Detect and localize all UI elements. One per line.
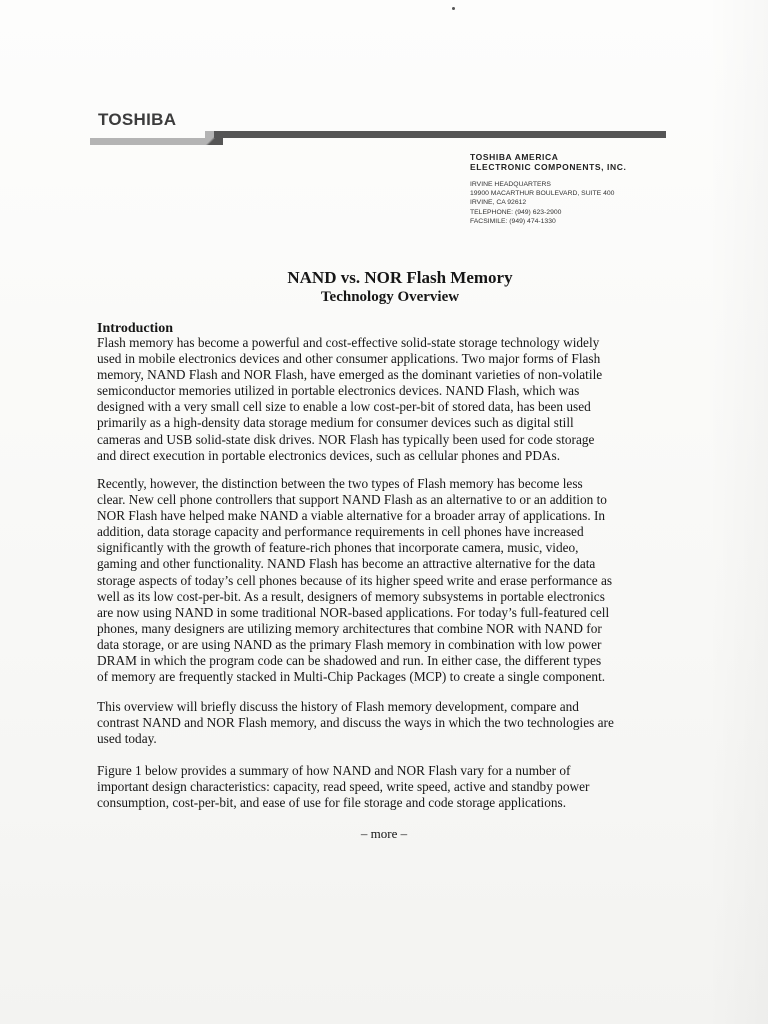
text-line: Flash memory has become a powerful and cost-effective solid-state storage technology widely xyxy=(97,335,600,350)
text-line: and direct execution in portable electronics devices, such as cellular phones and PDAs. xyxy=(97,447,561,463)
page-shadow xyxy=(708,0,768,1024)
header-rule-light xyxy=(90,138,220,145)
company-address xyxy=(470,180,614,226)
continued-marker: – more – xyxy=(360,826,408,841)
address-line: IRVINE, CA 92612 xyxy=(470,199,527,207)
company-name-line-2: ELECTRONIC COMPONENTS, INC. xyxy=(470,162,627,172)
address-line: IRVINE HEADQUARTERS xyxy=(470,181,551,188)
text-line: addition, data storage capacity and performance requirements in cell phones have increased xyxy=(97,524,584,540)
text-line: used today. xyxy=(97,731,157,747)
text-line: storage aspects of today’s cell phones because of its higher speed write and erase performance as xyxy=(97,572,613,588)
text-line: NOR Flash have helped make NAND a viable alternative for a broader array of applications. In xyxy=(97,508,606,524)
address-line: TELEPHONE: (949) 623-2900 xyxy=(470,208,562,216)
section-heading: Introduction xyxy=(97,321,173,336)
document-title: NAND vs. NOR Flash Memory xyxy=(287,268,513,287)
text-line: Recently, however, the distinction between the two types of Flash memory has become less xyxy=(97,476,583,491)
text-line: DRAM in which the program code can be shadowed and run. In either case, the different types xyxy=(97,653,602,669)
address-line: FACSIMILE: (949) 474-1330 xyxy=(470,217,556,225)
address-line: 19900 MACARTHUR BOULEVARD, SUITE 400 xyxy=(470,190,615,198)
text-line: This overview will briefly discuss the history of Flash memory development, compare and xyxy=(97,699,579,714)
scan-speck xyxy=(452,7,455,10)
paragraph-2 xyxy=(97,476,657,685)
text-line: contrast NAND and NOR Flash memory, and discuss the ways in which the two technologies are xyxy=(97,715,614,731)
company-name-line-1: TOSHIBA AMERICA xyxy=(470,152,559,162)
text-line: data storage, or are using NAND as the primary Flash memory in combination with low power xyxy=(97,636,602,652)
company-name xyxy=(470,152,626,172)
text-line: gaming and other functionality. NAND Flash has become an attractive alternative for the data xyxy=(97,556,596,572)
text-line: are now using NAND in some traditional NOR-based applications. For today’s full-featured cell xyxy=(97,604,610,620)
paragraph-3 xyxy=(97,699,657,747)
text-line: well as its low cost-per-bit. As a result, designers of memory subsystems in portable electronics xyxy=(97,588,605,604)
text-line: clear. New cell phone controllers that support NAND Flash as an alternative to or an addition to xyxy=(97,492,607,508)
paragraph-1 xyxy=(97,335,657,464)
text-line: used in mobile electronics devices and other consumer applications. Two major forms of Flash xyxy=(97,351,601,367)
text-line: semiconductor memories utilized in portable electronics devices. NAND Flash, which was xyxy=(97,383,580,399)
paragraph-4 xyxy=(97,763,657,811)
document-subtitle: Technology Overview xyxy=(320,289,460,305)
text-line: of memory are frequently stacked in Multi-Chip Packages (MCP) to create a single component. xyxy=(97,669,606,685)
text-line: significantly with the growth of feature-rich phones that incorporate camera, music, video, xyxy=(97,540,579,556)
company-logo: TOSHIBA xyxy=(98,110,177,129)
text-line: memory, NAND Flash and NOR Flash, have emerged as the dominant varieties of non-volatile xyxy=(97,367,603,383)
text-line: primarily as a high-density data storage medium for consumer devices such as digital still xyxy=(97,415,574,431)
text-line: important design characteristics: capacity, read speed, write speed, active and standby power xyxy=(97,779,590,795)
text-line: Figure 1 below provides a summary of how NAND and NOR Flash vary for a number of xyxy=(97,763,571,778)
text-line: cameras and USB solid-state disk drives. NOR Flash has typically been used for code storage xyxy=(97,431,595,447)
header-rule-dark xyxy=(214,131,666,138)
text-line: designed with a very small cell size to enable a low cost-per-bit of stored data, has been used xyxy=(97,399,591,415)
text-line: phones, many designers are utilizing memory architectures that combine NOR with NAND for xyxy=(97,620,602,636)
text-line: consumption, cost-per-bit, and ease of use for file storage and code storage applications. xyxy=(97,795,567,811)
